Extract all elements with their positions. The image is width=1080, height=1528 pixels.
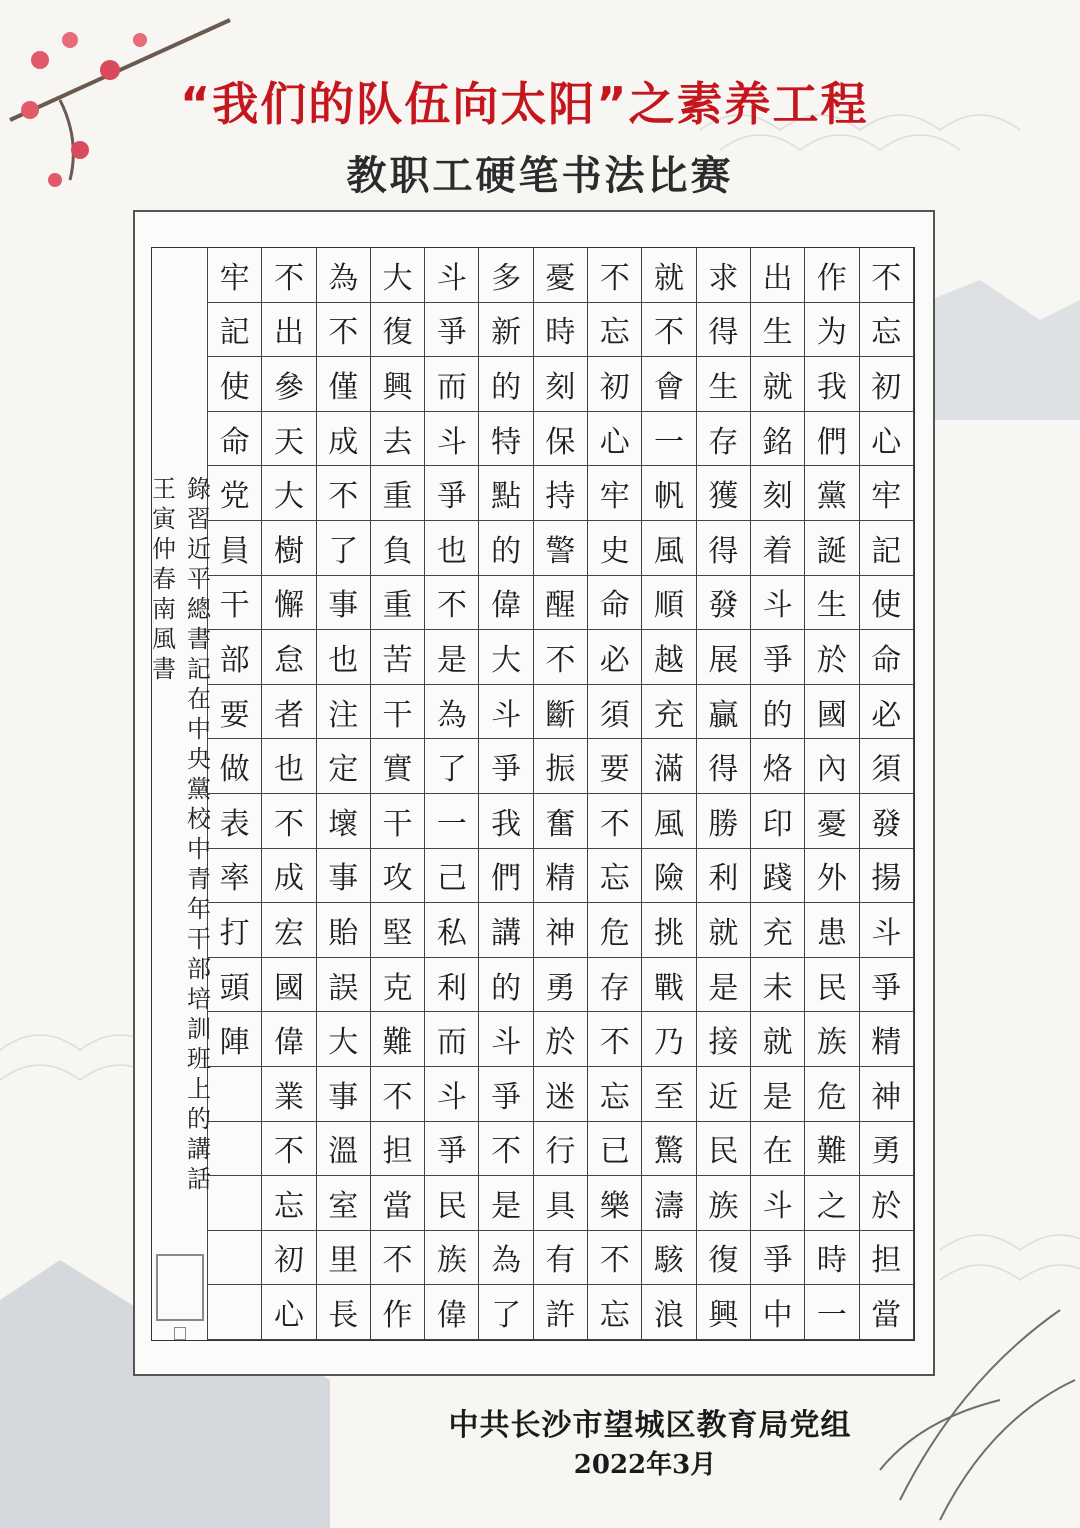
grid-cell: 難 [805, 1122, 859, 1177]
grid-cell: 堅 [371, 903, 425, 958]
grid-cell: 不 [588, 1012, 642, 1067]
grid-cell: 貽 [317, 903, 371, 958]
grid-cell: 牢 [588, 466, 642, 521]
grid-cell: 大 [317, 1012, 371, 1067]
grid-cell: 風 [642, 521, 696, 576]
grid-cell: 干 [371, 685, 425, 740]
grid-cell: 爭 [425, 1122, 479, 1177]
grid-cell: 當 [371, 1176, 425, 1231]
grid-cell: 攻 [371, 849, 425, 904]
grid-cell: 不 [262, 248, 316, 303]
grid-cell: 了 [425, 739, 479, 794]
grid-cell: 在 [751, 1122, 805, 1177]
grid-cell: 而 [425, 357, 479, 412]
grid-cell: 斗 [751, 1176, 805, 1231]
grid-cell: 憂 [805, 794, 859, 849]
grid-cell: 須 [860, 739, 914, 794]
grid-cell: 已 [588, 1122, 642, 1177]
grid-cell: 爭 [860, 958, 914, 1013]
grid-cell: 醒 [534, 576, 588, 631]
grid-cell: 爭 [751, 1231, 805, 1286]
grid-cell: 事 [317, 1067, 371, 1122]
grid-cell: 未 [751, 958, 805, 1013]
grid-cell: 負 [371, 521, 425, 576]
grid-cell: 必 [588, 630, 642, 685]
grid-cell: 成 [317, 412, 371, 467]
grid-cell: 爭 [479, 1067, 533, 1122]
grid-cell: 的 [479, 521, 533, 576]
grid-cell: 斗 [425, 248, 479, 303]
grid-cell: 己 [425, 849, 479, 904]
grid-cell: 特 [479, 412, 533, 467]
grid-cell: 担 [860, 1231, 914, 1286]
grid-cell: 大 [262, 466, 316, 521]
grid-cell: 勝 [697, 794, 751, 849]
grid-cell: 斗 [860, 903, 914, 958]
grid-cell: 得 [697, 303, 751, 358]
grid-cell: 不 [371, 1067, 425, 1122]
footer-organization: 中共长沙市望城区教育局党组 [448, 1408, 852, 1443]
grid-cell: 員 [208, 521, 262, 576]
grid-cell: 事 [317, 849, 371, 904]
grid-cell: 爭 [425, 303, 479, 358]
grid-cell: 就 [751, 1012, 805, 1067]
grid-cell: 壞 [317, 794, 371, 849]
grid-cell: 烙 [751, 739, 805, 794]
grid-cell: 担 [371, 1122, 425, 1177]
grid-cell: 駭 [642, 1231, 696, 1286]
grid-cell: 是 [751, 1067, 805, 1122]
grid-cell: 近 [697, 1067, 751, 1122]
grid-cell: 定 [317, 739, 371, 794]
grid-cell: 求 [697, 248, 751, 303]
grid-cell: 戰 [642, 958, 696, 1013]
grid-cell [208, 1067, 262, 1122]
grid-cell: 爭 [425, 466, 479, 521]
grid-cell: 得 [697, 739, 751, 794]
grid-cell: 參 [262, 357, 316, 412]
grid-cell: 不 [588, 1231, 642, 1286]
grid-cell: 初 [860, 357, 914, 412]
grid-cell: 挑 [642, 903, 696, 958]
grid-cell: 就 [642, 248, 696, 303]
grid-cell: 充 [642, 685, 696, 740]
grid-cell: 多 [479, 248, 533, 303]
grid-cell: 室 [317, 1176, 371, 1231]
grid-cell: 斗 [751, 576, 805, 631]
grid-cell: 奮 [534, 794, 588, 849]
grid-cell: 刻 [751, 466, 805, 521]
grid-cell: 宏 [262, 903, 316, 958]
grid-cell: 風 [642, 794, 696, 849]
grid-cell: 中 [751, 1285, 805, 1340]
grid-cell: 忘 [588, 849, 642, 904]
grid-cell: 打 [208, 903, 262, 958]
grid-cell: 心 [262, 1285, 316, 1340]
grid-cell: 存 [697, 412, 751, 467]
grid-cell: 不 [588, 794, 642, 849]
grid-cell: 要 [208, 685, 262, 740]
grid-cell: 不 [534, 630, 588, 685]
grid-cell: 點 [479, 466, 533, 521]
grid-cell: 大 [371, 248, 425, 303]
grid-cell: 斷 [534, 685, 588, 740]
grid-cell: 許 [534, 1285, 588, 1340]
grid-cell: 展 [697, 630, 751, 685]
grid-cell: 記 [208, 303, 262, 358]
grid-cell: 初 [262, 1231, 316, 1286]
grid-cell: 忘 [860, 303, 914, 358]
grid-cell [208, 1285, 262, 1340]
grid-cell: 滿 [642, 739, 696, 794]
grid-cell: 着 [751, 521, 805, 576]
grid-cell: 做 [208, 739, 262, 794]
grid-cell: 陣 [208, 1012, 262, 1067]
grid-cell: 長 [317, 1285, 371, 1340]
grid-cell [208, 1176, 262, 1231]
grid-cell: 命 [208, 412, 262, 467]
grid-cell: 了 [479, 1285, 533, 1340]
grid-cell: 作 [371, 1285, 425, 1340]
grid-cell: 懈 [262, 576, 316, 631]
grid-cell: 患 [805, 903, 859, 958]
grid-cell: 刻 [534, 357, 588, 412]
grid-cell: 持 [534, 466, 588, 521]
grid-cell: 出 [262, 303, 316, 358]
grid-cell: 生 [697, 357, 751, 412]
grid-cell: 我 [479, 794, 533, 849]
grid-cell: 誕 [805, 521, 859, 576]
grid-cell: 振 [534, 739, 588, 794]
grid-cell: 內 [805, 739, 859, 794]
grid-cell: 復 [697, 1231, 751, 1286]
grid-cell: 至 [642, 1067, 696, 1122]
grid-cell: 不 [425, 576, 479, 631]
footer-date: 2022年3月 [573, 1450, 717, 1480]
grid-cell: 講 [479, 903, 533, 958]
page-title: “我们的队伍向太阳”之素养工程 [180, 77, 869, 131]
grid-cell: 印 [751, 794, 805, 849]
grid-cell: 就 [697, 903, 751, 958]
grid-cell: 民 [697, 1122, 751, 1177]
grid-cell: 越 [642, 630, 696, 685]
grid-cell: 外 [805, 849, 859, 904]
grid-cell: 重 [371, 466, 425, 521]
grid-cell: 爭 [479, 739, 533, 794]
grid-cell: 為 [479, 1231, 533, 1286]
grid-cell: 利 [425, 958, 479, 1013]
grid-cell: 神 [860, 1067, 914, 1122]
grid-cell: 頭 [208, 958, 262, 1013]
grid-cell: 不 [588, 248, 642, 303]
grid-cell: 心 [860, 412, 914, 467]
grid-cell: 注 [317, 685, 371, 740]
grid-cell: 行 [534, 1122, 588, 1177]
grid-cell: 族 [697, 1176, 751, 1231]
grid-cell: 勇 [534, 958, 588, 1013]
signature-column [147, 248, 211, 1340]
seal-stamp-icon [156, 1254, 204, 1321]
grid-cell: 苦 [371, 630, 425, 685]
grid-cell: 偉 [262, 1012, 316, 1067]
grid-cell: 贏 [697, 685, 751, 740]
grid-cell: 警 [534, 521, 588, 576]
grid-cell: 樂 [588, 1176, 642, 1231]
grid-cell: 不 [371, 1231, 425, 1286]
grid-cell: 爭 [751, 630, 805, 685]
grid-cell: 民 [425, 1176, 479, 1231]
grid-cell: 利 [697, 849, 751, 904]
grid-cell: 不 [479, 1122, 533, 1177]
grid-cell: 險 [642, 849, 696, 904]
grid-cell: 於 [534, 1012, 588, 1067]
grid-cell: 樹 [262, 521, 316, 576]
grid-cell: 時 [534, 303, 588, 358]
grid-cell: 部 [208, 630, 262, 685]
grid-cell: 了 [317, 521, 371, 576]
grid-cell: 是 [697, 958, 751, 1013]
grid-cell: 憂 [534, 248, 588, 303]
grid-cell: 偉 [425, 1285, 479, 1340]
calligraphy-grid [147, 247, 915, 1341]
grid-cell: 是 [479, 1176, 533, 1231]
grid-cell: 神 [534, 903, 588, 958]
grid-cell: 會 [642, 357, 696, 412]
grid-cell: 獲 [697, 466, 751, 521]
grid-cell: 干 [208, 576, 262, 631]
grid-cell: 命 [860, 630, 914, 685]
grid-cell: 斗 [479, 1012, 533, 1067]
grid-cell: 牢 [208, 248, 262, 303]
grid-cell: 忘 [262, 1176, 316, 1231]
grid-cell: 實 [371, 739, 425, 794]
grid-cell: 大 [479, 630, 533, 685]
grid-cell: 生 [751, 303, 805, 358]
grid-cell: 天 [262, 412, 316, 467]
grid-cell: 保 [534, 412, 588, 467]
grid-cell: 之 [805, 1176, 859, 1231]
grid-cell: 不 [642, 303, 696, 358]
grid-cell: 精 [534, 849, 588, 904]
grid-cell: 勇 [860, 1122, 914, 1177]
grid-cell: 斗 [425, 1067, 479, 1122]
grid-cell: 使 [860, 576, 914, 631]
grid-cell: 新 [479, 303, 533, 358]
grid-cell: 民 [805, 958, 859, 1013]
grid-cell: 重 [371, 576, 425, 631]
signature-text: 錄習近平總書記在中央黨校中青年干部培訓班上的講話 王寅仲春南風書 [147, 476, 211, 1196]
grid-cell: 是 [425, 630, 479, 685]
grid-cell: 初 [588, 357, 642, 412]
grid-cell: 不 [262, 1122, 316, 1177]
grid-cell: 怠 [262, 630, 316, 685]
grid-cell: 當 [860, 1285, 914, 1340]
grid-cell: 揚 [860, 849, 914, 904]
grid-cell: 們 [479, 849, 533, 904]
grid-cell: 率 [208, 849, 262, 904]
grid-cell: 不 [860, 248, 914, 303]
grid-cell: 使 [208, 357, 262, 412]
grid-cell: 於 [860, 1176, 914, 1231]
grid-cell: 不 [317, 303, 371, 358]
grid-cell: 存 [588, 958, 642, 1013]
grid-cell: 必 [860, 685, 914, 740]
grid-cell: 斗 [425, 412, 479, 467]
grid-cell: 浪 [642, 1285, 696, 1340]
grid-cell: 就 [751, 357, 805, 412]
grid-cell: 興 [697, 1285, 751, 1340]
grid-cell: 的 [751, 685, 805, 740]
grid-cell: 干 [371, 794, 425, 849]
grid-cell: 生 [805, 576, 859, 631]
grid-cell: 國 [805, 685, 859, 740]
grid-cell: 作 [805, 248, 859, 303]
grid-cell: 一 [425, 794, 479, 849]
grid-cell: 心 [588, 412, 642, 467]
grid-cell: 僅 [317, 357, 371, 412]
grid-cell: 發 [860, 794, 914, 849]
grid-cell: 成 [262, 849, 316, 904]
grid-cell: 命 [588, 576, 642, 631]
page-subtitle: 教职工硬笔书法比赛 [346, 153, 734, 199]
grid-cell: 國 [262, 958, 316, 1013]
grid-cell: 事 [317, 576, 371, 631]
grid-cell: 記 [860, 521, 914, 576]
grid-cell: 忘 [588, 303, 642, 358]
grid-cell: 溫 [317, 1122, 371, 1177]
grid-cell: 銘 [751, 412, 805, 467]
grid-cell: 的 [479, 357, 533, 412]
grid-cell: 也 [262, 739, 316, 794]
grid-cell: 帆 [642, 466, 696, 521]
grid-cell: 們 [805, 412, 859, 467]
grid-cell: 踐 [751, 849, 805, 904]
grid-cell: 難 [371, 1012, 425, 1067]
grid-cell: 忘 [588, 1067, 642, 1122]
grid-cell: 一 [642, 412, 696, 467]
grid-cell: 驚 [642, 1122, 696, 1177]
grid-cell: 私 [425, 903, 479, 958]
grid-cell: 為 [317, 248, 371, 303]
grid-cell: 而 [425, 1012, 479, 1067]
grid-cell: 偉 [479, 576, 533, 631]
grid-cell: 時 [805, 1231, 859, 1286]
grid-cell: 史 [588, 521, 642, 576]
grid-cell: 族 [425, 1231, 479, 1286]
grid-cell: 乃 [642, 1012, 696, 1067]
grid-cell: 的 [479, 958, 533, 1013]
grid-cell [208, 1231, 262, 1286]
grid-cell: 復 [371, 303, 425, 358]
grid-cell: 不 [262, 794, 316, 849]
grid-cell: 表 [208, 794, 262, 849]
grid-cell: 得 [697, 521, 751, 576]
grid-cell: 有 [534, 1231, 588, 1286]
grid-cell: 也 [425, 521, 479, 576]
grid-cell: 克 [371, 958, 425, 1013]
grid-cell: 斗 [479, 685, 533, 740]
grid-cell: 危 [588, 903, 642, 958]
grid-cell: 为 [805, 303, 859, 358]
grid-cell: 牢 [860, 466, 914, 521]
grid-cell: 須 [588, 685, 642, 740]
grid-cell: 里 [317, 1231, 371, 1286]
grid-cell: 出 [751, 248, 805, 303]
grid-cell: 党 [208, 466, 262, 521]
grid-cell: 於 [805, 630, 859, 685]
grid-cell: 充 [751, 903, 805, 958]
grid-cell: 族 [805, 1012, 859, 1067]
grid-cell: 精 [860, 1012, 914, 1067]
grid-cell: 迷 [534, 1067, 588, 1122]
grid-cell: 我 [805, 357, 859, 412]
grid-cell: 危 [805, 1067, 859, 1122]
grid-cell: 誤 [317, 958, 371, 1013]
grid-cell: 順 [642, 576, 696, 631]
grid-cell: 去 [371, 412, 425, 467]
grid-cell: 要 [588, 739, 642, 794]
grid-cell: 不 [317, 466, 371, 521]
grid-cell: 也 [317, 630, 371, 685]
grid-cell [208, 1122, 262, 1177]
grid-cell: 業 [262, 1067, 316, 1122]
grid-cell: 接 [697, 1012, 751, 1067]
grid-cell: 者 [262, 685, 316, 740]
grid-cell: 興 [371, 357, 425, 412]
small-seal-icon [174, 1327, 186, 1340]
grid-cell: 為 [425, 685, 479, 740]
grid-cell: 具 [534, 1176, 588, 1231]
grid-cell: 黨 [805, 466, 859, 521]
grid-cell: 一 [805, 1285, 859, 1340]
grid-cell: 濤 [642, 1176, 696, 1231]
grid-cell: 發 [697, 576, 751, 631]
grid-cell: 忘 [588, 1285, 642, 1340]
